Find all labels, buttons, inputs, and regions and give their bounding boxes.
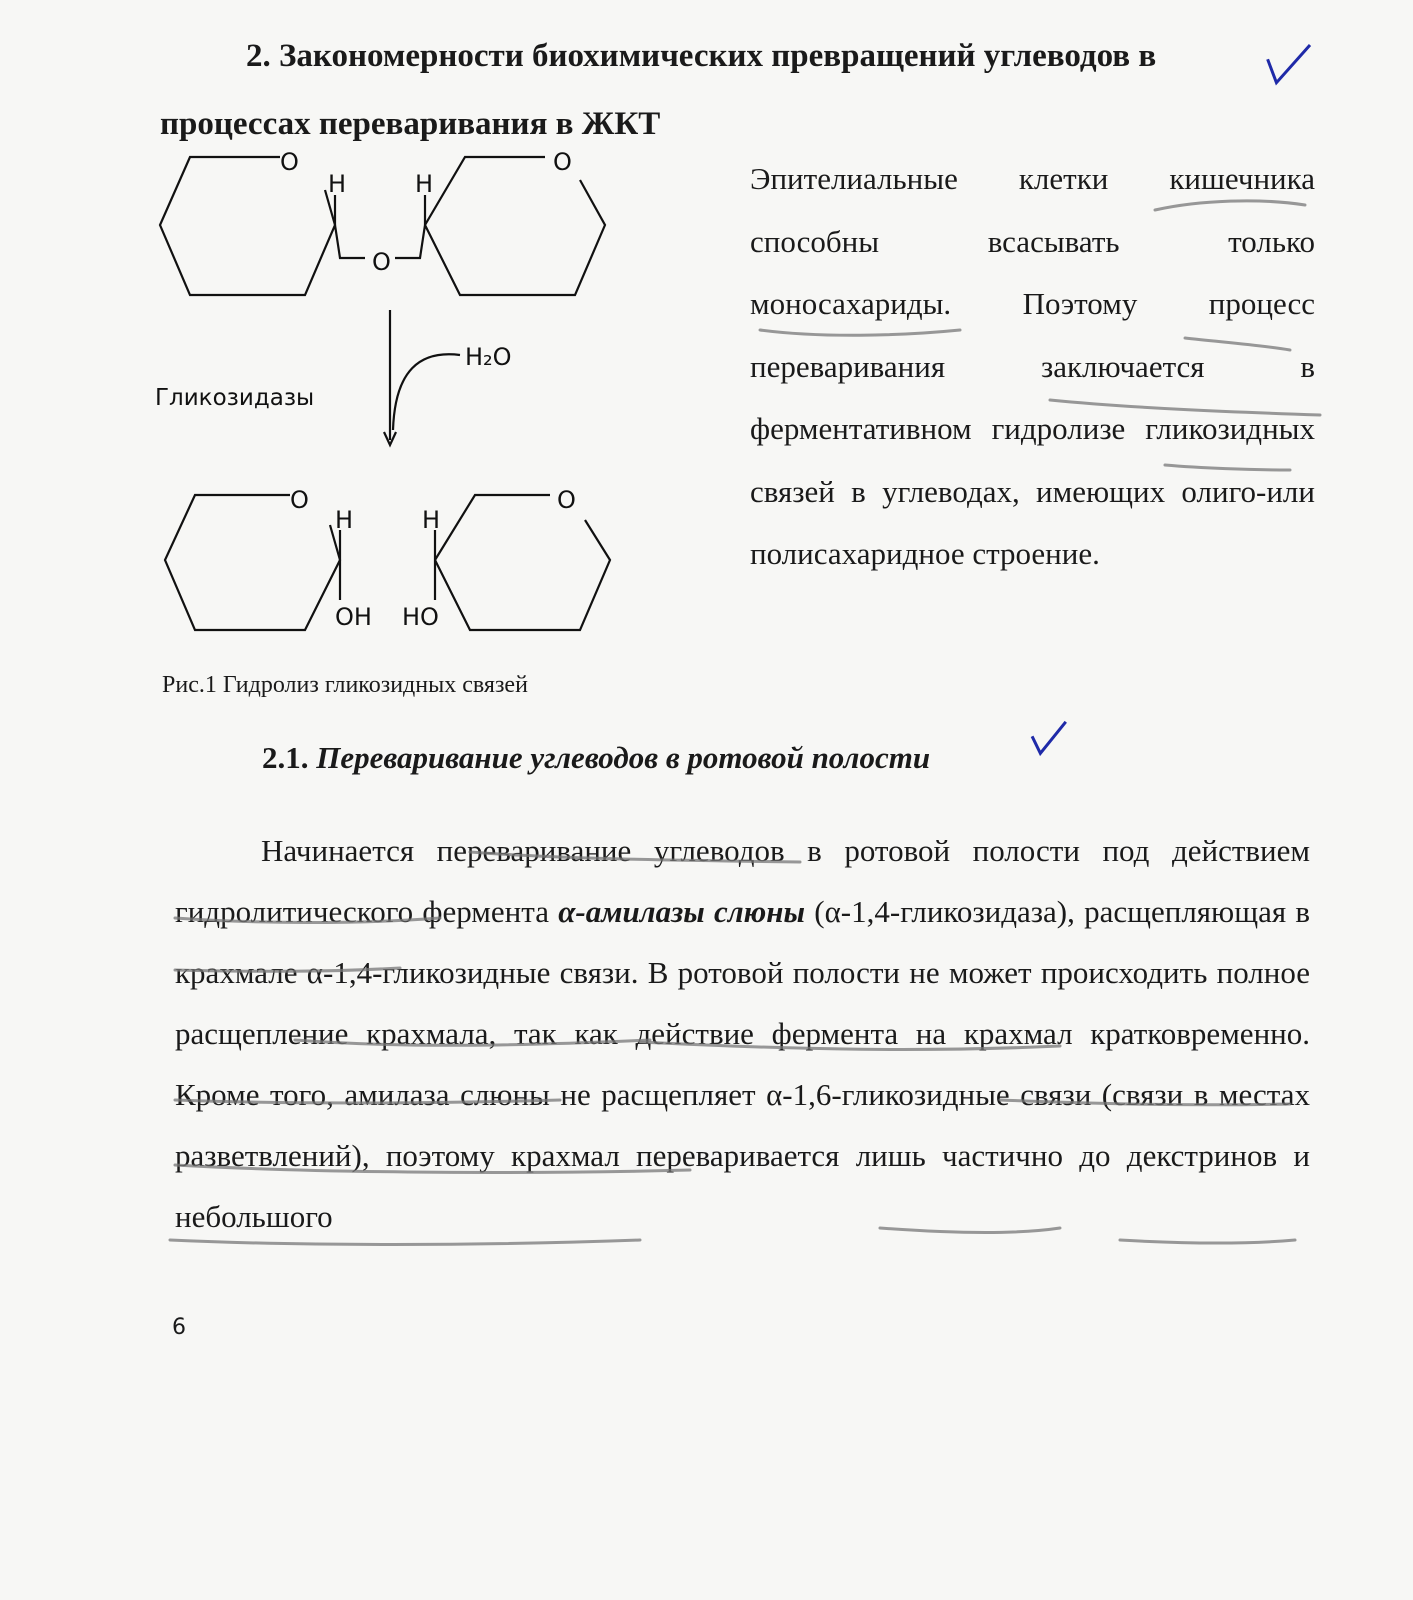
glycoside-hydrolysis-figure bbox=[150, 140, 720, 660]
subsection-number: 2.1. bbox=[262, 740, 309, 775]
hydroxyl-label: OH bbox=[335, 603, 372, 631]
side-paragraph: Эпителиальные клетки кишечника способны всасывать только моносахариды. Поэтому процесс переваривания заключается в ферментативном гидролизе гликозидных связей в углеводах, имеющих олиго-или полисахаридное строение. bbox=[750, 161, 1315, 571]
bridge-oxygen-label: O bbox=[372, 248, 391, 276]
water-label: H₂O bbox=[465, 343, 512, 371]
subsection-title: Переваривание углеводов в ротовой полости bbox=[316, 740, 931, 775]
figure-caption: Рис.1 Гидролиз гликозидных связей bbox=[162, 672, 528, 698]
hydrogen-label: H bbox=[335, 506, 354, 534]
ring-oxygen-label: O bbox=[280, 148, 299, 176]
body-text-part: (α-1,4-гликозидаза), расщепляющая в крахмале α-1,4-гликозидные связи. В ротовой полости не может происходить полное расщепление крахмала, так как действие фермента на крахмал кратковременно. Кроме того, амилаза слюны не расщепляет α-1,6-гликозидные связи (связи в местах разветвлений), поэтому крахмал переваривается лишь частично до декстринов и небольшого bbox=[175, 894, 1311, 1234]
section-heading: 2. Закономерности биохимических превращений углеводов в процессах переваривания в ЖКТ bbox=[160, 38, 1157, 142]
ring-oxygen-label: O bbox=[557, 486, 576, 514]
hydrogen-label: H bbox=[328, 170, 347, 198]
hydrogen-label: H bbox=[422, 506, 441, 534]
hydrogen-label: H bbox=[415, 170, 434, 198]
hydrolysis-diagram bbox=[150, 140, 720, 660]
handwritten-check-mark-icon bbox=[1262, 37, 1313, 93]
body-text-part: Начинается переваривание углеводов в ротовой полости под действием гидролитического фермента bbox=[175, 833, 1310, 929]
handwritten-check-mark-icon bbox=[1028, 716, 1068, 760]
body-paragraph bbox=[175, 820, 1310, 1247]
page-number: 6 bbox=[172, 1315, 186, 1340]
ring-oxygen-label: O bbox=[553, 148, 572, 176]
hydroxyl-label: HO bbox=[402, 603, 439, 631]
subsection-heading bbox=[262, 740, 930, 776]
enzyme-term: α-амилазы слюны bbox=[558, 894, 805, 929]
enzyme-label: Гликозидазы bbox=[155, 385, 315, 411]
ring-oxygen-label: O bbox=[290, 486, 309, 514]
